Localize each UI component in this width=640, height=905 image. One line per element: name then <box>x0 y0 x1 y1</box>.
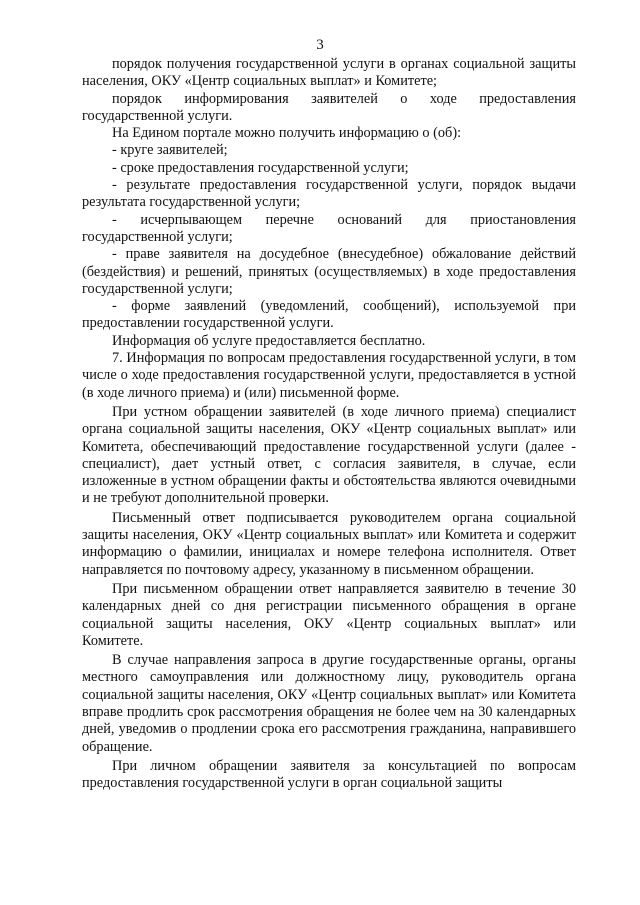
list-item: - праве заявителя на досудебное (внесудебное) обжалование действий (бездействия) и решений, принятых (осуществляемых) в ходе предоставления государственной услуги; <box>82 246 576 297</box>
paragraph: порядок получения государственной услуги в органах социальной защиты населения, ОКУ «Центр социальных выплат» и Комитете; <box>82 56 576 90</box>
paragraph: Информация об услуге предоставляется бесплатно. <box>112 332 426 349</box>
list-item: - исчерпывающем перечне оснований для приостановления государственной услуги; <box>82 211 576 245</box>
list-item: - круге заявителей; <box>112 142 228 159</box>
list-item: - результате предоставления государственной услуги, порядок выдачи результата государственной услуги; <box>82 177 576 211</box>
paragraph: На Едином портале можно получить информацию о (об): <box>112 125 462 142</box>
list-item: - сроке предоставления государственной услуги; <box>112 159 409 176</box>
list-item: - форме заявлений (уведомлений, сообщений), используемой при предоставлении государственной услуги. <box>82 298 576 332</box>
paragraph: порядок информирования заявителей о ходе предоставления государственной услуги. <box>82 90 576 124</box>
paragraph: 7. Информация по вопросам предоставления государственной услуги, в том числе о ходе предоставления государственной услуги, предоставляется в устной (в ходе личного приема) и (или) письменной форме. <box>82 350 576 401</box>
paragraph: При личном обращении заявителя за консультацией по вопросам предоставления государственной услуги в орган социальной защиты <box>82 757 576 792</box>
paragraph: В случае направления запроса в другие государственные органы, органы местного самоуправления или должностному лицу, руководитель органа социальной защиты населения, ОКУ «Центр социальных выплат» или Комитета вправе продлить срок рассмотрения обращения не более чем на 30 календарных дней, уведомив о продлении срока его рассмотрения гражданина, направившего обращение. <box>82 652 576 755</box>
paragraph: При письменном обращении ответ направляется заявителю в течение 30 календарных дней со дня регистрации письменного обращения в органе социальной защиты населения, ОКУ «Центр социальных выплат» или Комитете. <box>82 580 576 649</box>
document-body <box>82 56 576 792</box>
paragraph: Письменный ответ подписывается руководителем органа социальной защиты населения, ОКУ «Центр социальных выплат» или Комитета и содержит информацию о фамилии, инициалах и номере телефона исполнителя. Ответ направляется по почтовому адресу, указанному в письменном обращении. <box>82 509 576 578</box>
page-number: 3 <box>316 37 324 53</box>
paragraph: При устном обращении заявителей (в ходе личного приема) специалист органа социальной защиты населения, ОКУ «Центр социальных выплат» или Комитета, обеспечивающий предоставление государственной услуги (далее - специалист), дает устный ответ, с согласия заявителя, в случае, если изложенные в устном обращении факты и обстоятельства являются очевидными и не требуют дополнительной проверки. <box>82 403 576 507</box>
